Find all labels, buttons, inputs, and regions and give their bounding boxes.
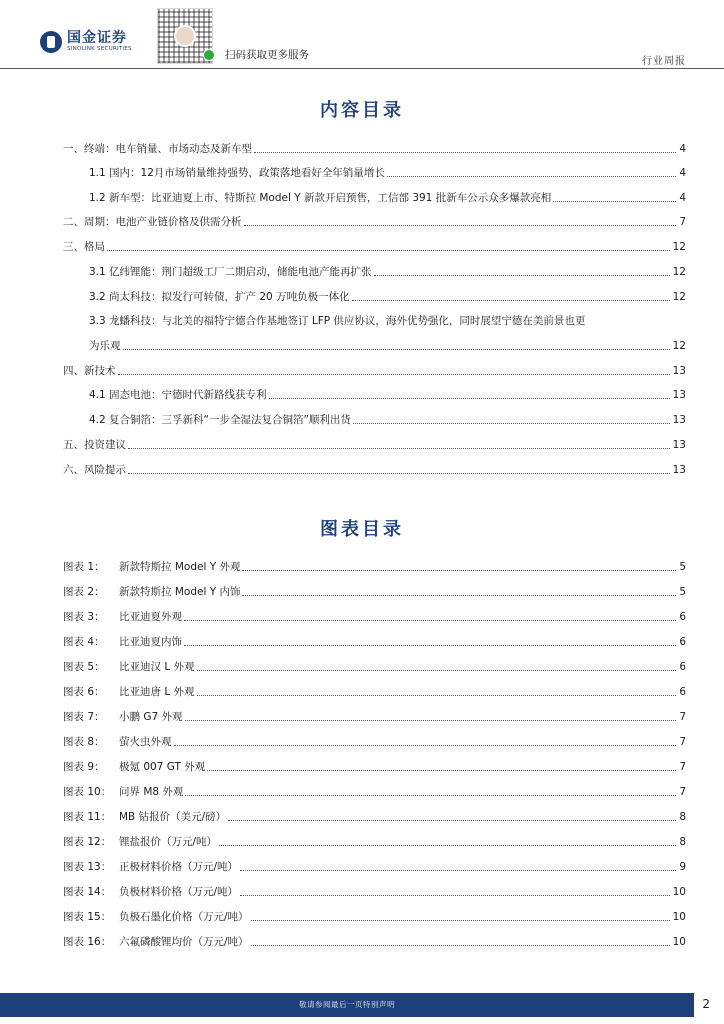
leader-dots (197, 670, 677, 671)
figure-page: 6 (679, 636, 686, 648)
leader-dots (207, 770, 676, 771)
toc-entry-label: 六、风险提示 (63, 464, 126, 476)
leader-dots (123, 349, 670, 350)
toc-entry-page: 12 (672, 266, 686, 278)
figure-label: MB 钴报价（美元/磅） (119, 811, 227, 823)
figure-entry[interactable] (63, 833, 686, 849)
figure-entry[interactable] (63, 683, 686, 699)
toc-entry-label: 1.1 国内：12月市场销量维持强势，政策落地看好全年销量增长 (89, 167, 385, 179)
leader-dots (228, 820, 676, 821)
figure-page: 5 (679, 561, 686, 573)
figure-page: 6 (679, 661, 686, 673)
scan-text: 扫码获取更多服务 (225, 49, 309, 61)
toc-entry[interactable] (89, 386, 686, 402)
figure-page: 9 (679, 861, 686, 873)
toc-entry-label: 3.3 龙蟠科技：与北美的福特宁德合作基地签订 LFP 供应协议，海外优势强化，同时展望宁德在美前景也更 (89, 315, 586, 327)
leader-dots (174, 745, 677, 746)
figure-page: 8 (679, 811, 686, 823)
company-logo (40, 31, 132, 53)
figure-entry[interactable] (63, 608, 686, 624)
figure-page: 7 (679, 711, 686, 723)
leader-dots (244, 225, 677, 226)
toc-entry[interactable] (89, 189, 686, 205)
figure-page: 10 (672, 911, 686, 923)
toc-entry-page: 13 (672, 439, 686, 451)
figure-entry[interactable] (63, 933, 686, 949)
leader-dots (374, 275, 670, 276)
leader-dots (353, 423, 670, 424)
toc-entry[interactable] (63, 436, 686, 452)
toc-entry[interactable] (63, 140, 686, 156)
toc-entry-label: 4.1 固态电池：宁德时代新路线获专利 (89, 389, 267, 401)
toc-entry-page: 13 (672, 464, 686, 476)
figure-entry[interactable] (63, 658, 686, 674)
leader-dots (184, 620, 676, 621)
toc-entry-page: 13 (672, 389, 686, 401)
leader-dots (251, 920, 670, 921)
toc-entry-line2[interactable] (89, 337, 686, 353)
toc-entry-label: 3.1 亿纬锂能：荆门超级工厂二期启动，储能电池产能再扩张 (89, 266, 372, 278)
leader-dots (240, 895, 670, 896)
figure-entry[interactable] (63, 758, 686, 774)
figure-entry[interactable] (63, 808, 686, 824)
toc-entry-label: 三、格局 (63, 241, 105, 253)
figure-number: 图表 3： (63, 611, 105, 623)
toc-entry-page: 13 (672, 414, 686, 426)
figure-page: 10 (672, 936, 686, 948)
wechat-badge-icon (203, 49, 215, 61)
leader-dots (185, 720, 677, 721)
figure-number: 图表 5： (63, 661, 105, 673)
header-divider (0, 68, 724, 69)
toc-entry-label-continued: 为乐观 (89, 340, 121, 352)
toc-entry-label: 四、新技术 (63, 365, 116, 377)
logo-cn: 国金证券 (67, 30, 127, 46)
toc-entry[interactable] (63, 461, 686, 477)
qr-center-icon (174, 25, 196, 47)
page-footer (0, 993, 724, 1024)
figure-number: 图表 7： (63, 711, 105, 723)
leader-dots (118, 374, 670, 375)
figure-label: 比亚迪夏内饰 (119, 636, 182, 648)
figure-entry[interactable] (63, 858, 686, 874)
leader-dots (240, 870, 676, 871)
figure-entry[interactable] (63, 558, 686, 574)
figure-number: 图表 15： (63, 911, 112, 923)
leader-dots (184, 645, 676, 646)
toc-entry-label: 五、投资建议 (63, 439, 126, 451)
figure-number: 图表 11： (63, 811, 112, 823)
toc-entry-page: 12 (672, 241, 686, 253)
report-type: 行业周报 (642, 56, 686, 67)
page-number: 2 (702, 997, 710, 1011)
figure-entry[interactable] (63, 583, 686, 599)
toc-entry[interactable] (89, 288, 686, 304)
figure-number: 图表 4： (63, 636, 105, 648)
toc-entry[interactable] (63, 238, 686, 254)
figure-page: 7 (679, 786, 686, 798)
figure-label: 负极石墨化价格（万元/吨） (119, 911, 249, 923)
leader-dots (242, 595, 676, 596)
figure-label: 比亚迪唐 L 外观 (119, 686, 195, 698)
figure-label: 新款特斯拉 Model Y 外观 (119, 561, 241, 573)
leader-dots (352, 300, 670, 301)
toc-entry[interactable] (89, 411, 686, 427)
toc-entry-page: 4 (679, 192, 686, 204)
leader-dots (251, 945, 670, 946)
toc-entry[interactable] (89, 164, 686, 180)
toc-entry[interactable] (89, 263, 686, 279)
figure-page: 6 (679, 611, 686, 623)
figure-number: 图表 12： (63, 836, 112, 848)
toc-entry-page: 7 (679, 216, 686, 228)
figure-label: 正极材料价格（万元/吨） (119, 861, 239, 873)
leader-dots (387, 176, 676, 177)
toc-title: 内容目录 (320, 100, 404, 121)
leader-dots (254, 152, 676, 153)
toc-entry[interactable] (63, 362, 686, 378)
figure-label: 小鹏 G7 外观 (119, 711, 183, 723)
figure-number: 图表 14： (63, 886, 112, 898)
figure-label: 极氪 007 GT 外观 (119, 761, 206, 773)
toc-entry-page: 13 (672, 365, 686, 377)
figure-entry[interactable] (63, 783, 686, 799)
leader-dots (107, 250, 670, 251)
toc-entry-label: 4.2 复合铜箔：三孚新科“一步全湿法复合铜箔”顺利出货 (89, 414, 351, 426)
page-header (0, 0, 724, 70)
leader-dots (128, 473, 670, 474)
leader-dots (269, 398, 670, 399)
leader-dots (128, 448, 670, 449)
figure-page: 8 (679, 836, 686, 848)
figure-number: 图表 9： (63, 761, 105, 773)
figure-label: 问界 M8 外观 (119, 786, 184, 798)
figure-page: 7 (679, 761, 686, 773)
figure-number: 图表 10： (63, 786, 112, 798)
toc-entry[interactable] (63, 213, 686, 229)
toc-entry-label: 1.2 新车型：比亚迪夏上市、特斯拉 Model Y 新款开启预售，工信部 391 批新车公示众多爆款亮相 (89, 192, 552, 204)
figure-entry[interactable] (63, 733, 686, 749)
figure-label: 负极材料价格（万元/吨） (119, 886, 239, 898)
figure-number: 图表 13： (63, 861, 112, 873)
figure-entry[interactable] (63, 708, 686, 724)
leader-dots (185, 795, 676, 796)
logo-mark-icon (40, 31, 62, 53)
figure-page: 7 (679, 736, 686, 748)
figures-title: 图表目录 (320, 519, 404, 540)
toc-entry-label: 3.2 尚太科技：拟发行可转债，扩产 20 万吨负极一体化 (89, 291, 350, 303)
toc-entry-page: 12 (672, 291, 686, 303)
figure-number: 图表 2： (63, 586, 105, 598)
figure-number: 图表 16： (63, 936, 112, 948)
leader-dots (219, 845, 676, 846)
figure-number: 图表 6： (63, 686, 105, 698)
figure-number: 图表 1： (63, 561, 105, 573)
figure-label: 萤火虫外观 (119, 736, 172, 748)
footer-disclaimer: 敬请参阅最后一页特别声明 (0, 993, 694, 1017)
figure-label: 比亚迪夏外观 (119, 611, 182, 623)
figure-page: 10 (672, 886, 686, 898)
figure-label: 新款特斯拉 Model Y 内饰 (119, 586, 241, 598)
figure-label: 六氟磷酸锂均价（万元/吨） (119, 936, 249, 948)
figure-entry[interactable] (63, 908, 686, 924)
leader-dots (197, 695, 677, 696)
figure-label: 锂盐报价（万元/吨） (119, 836, 218, 848)
toc-entry-line1[interactable] (89, 312, 686, 328)
toc-entry-page: 4 (679, 143, 686, 155)
leader-dots (553, 201, 676, 202)
leader-dots (242, 570, 676, 571)
toc-entry-page: 4 (679, 167, 686, 179)
figure-entry[interactable] (63, 883, 686, 899)
figure-entry[interactable] (63, 633, 686, 649)
figure-page: 6 (679, 686, 686, 698)
logo-en: SINOLINK SECURITIES (67, 46, 132, 52)
toc-entry-label: 一、终端：电车销量、市场动态及新车型 (63, 143, 252, 155)
toc-entry-label: 二、周期：电池产业链价格及供需分析 (63, 216, 242, 228)
toc-entry-page: 12 (672, 340, 686, 352)
qr-code-icon (157, 8, 213, 64)
figure-label: 比亚迪汉 L 外观 (119, 661, 195, 673)
figure-number: 图表 8： (63, 736, 105, 748)
figure-page: 5 (679, 586, 686, 598)
